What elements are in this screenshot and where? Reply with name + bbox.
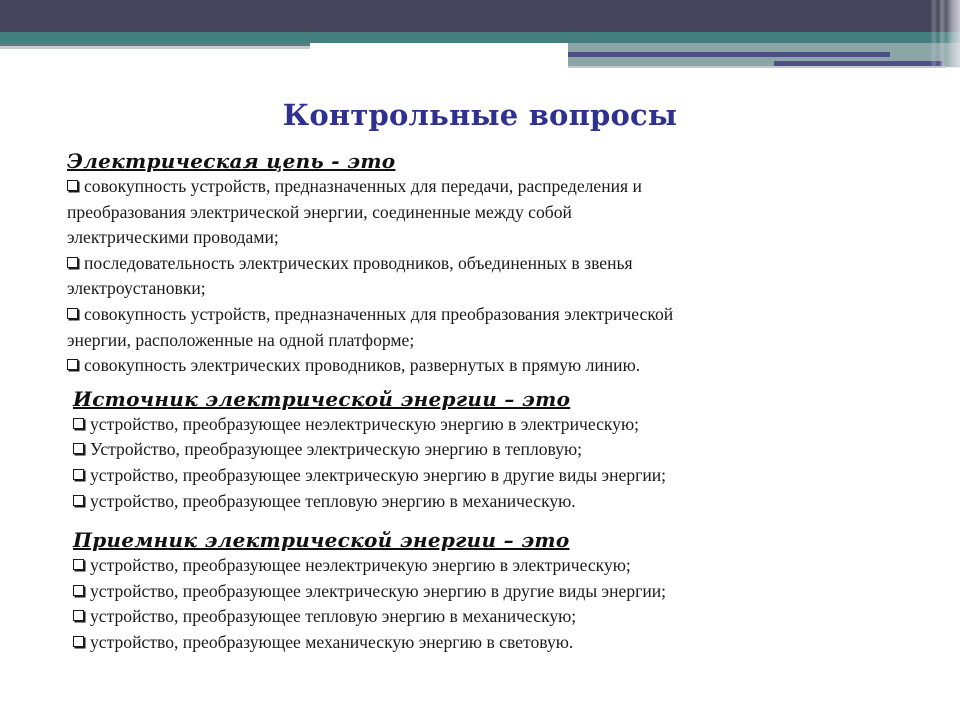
answer-option[interactable] (73, 412, 927, 438)
checkbox-icon[interactable] (73, 559, 84, 570)
slide-title: Контрольные вопросы (282, 98, 678, 132)
option-text: устройство, преобразующее электрическую энергию в другие виды энергии; (90, 464, 667, 485)
option-text: совокупность устройств, предназначенных для передачи, распределения и (84, 176, 642, 196)
checkbox-icon[interactable] (73, 418, 84, 429)
answer-option[interactable] (67, 174, 927, 251)
answer-option[interactable] (67, 302, 927, 353)
option-text: преобразования электрической энергии, соединенные между собой (67, 201, 572, 222)
slide-content (67, 148, 927, 656)
question-section-receiver (67, 527, 927, 655)
option-text: последовательность электрических проводников, объединенных в звенья (84, 252, 633, 273)
header-edge-stripes (930, 0, 960, 68)
checkbox-icon[interactable] (73, 585, 84, 596)
checkbox-icon[interactable] (73, 443, 84, 454)
answer-option[interactable] (67, 353, 927, 379)
header-right-shadow (568, 66, 946, 68)
option-text: устройство, преобразующее неэлектрическую энергию в электрическую; (90, 413, 640, 434)
answer-option[interactable] (73, 579, 927, 605)
answer-option[interactable] (73, 630, 927, 656)
checkbox-icon[interactable] (73, 469, 84, 480)
checkbox-icon[interactable] (67, 257, 78, 268)
option-text: электроустановки; (67, 278, 206, 299)
answer-option[interactable] (67, 251, 927, 302)
answer-option[interactable] (73, 463, 927, 489)
header-accent-bar-1 (568, 52, 890, 57)
checkbox-icon[interactable] (73, 636, 84, 647)
option-text: энергии, расположенные на одной платформе; (67, 329, 415, 350)
answer-option[interactable] (73, 553, 927, 579)
header-teal-shadow-light (0, 46, 310, 49)
checkbox-icon[interactable] (67, 180, 78, 191)
question-heading: Источник электрической энергии – это (73, 386, 571, 411)
option-text: Устройство, преобразующее электрическую энергию в тепловую; (90, 439, 583, 460)
option-text: совокупность электрических проводников, развернутых в прямую линию. (84, 355, 641, 376)
header-dark-band (0, 0, 960, 32)
question-section-source (67, 386, 927, 514)
header-teal-band (0, 32, 960, 43)
question-heading: Электрическая цепь - это (67, 149, 396, 173)
option-text: устройство, преобразующее электрическую энергию в другие виды энергии; (90, 580, 667, 601)
option-text: устройство, преобразующее тепловую энергию в механическую. (90, 490, 576, 511)
option-text: устройство, преобразующее неэлектричекую энергию в электрическую; (90, 555, 631, 576)
checkbox-icon[interactable] (73, 610, 84, 621)
answer-option[interactable] (73, 604, 927, 630)
option-text: совокупность устройств, предназначенных для преобразования электрической (84, 303, 674, 324)
question-section-circuit (67, 148, 927, 379)
answer-option[interactable] (73, 489, 927, 515)
option-text: устройство, преобразующее механическую энергию в световую. (90, 631, 574, 652)
option-text: устройство, преобразующее тепловую энергию в механическую; (90, 606, 577, 627)
option-text: электрическими проводами; (67, 227, 279, 248)
question-heading: Приемник электрической энергии – это (73, 528, 570, 553)
checkbox-icon[interactable] (67, 359, 78, 370)
checkbox-icon[interactable] (67, 308, 78, 319)
answer-option[interactable] (73, 437, 927, 463)
checkbox-icon[interactable] (73, 495, 84, 506)
